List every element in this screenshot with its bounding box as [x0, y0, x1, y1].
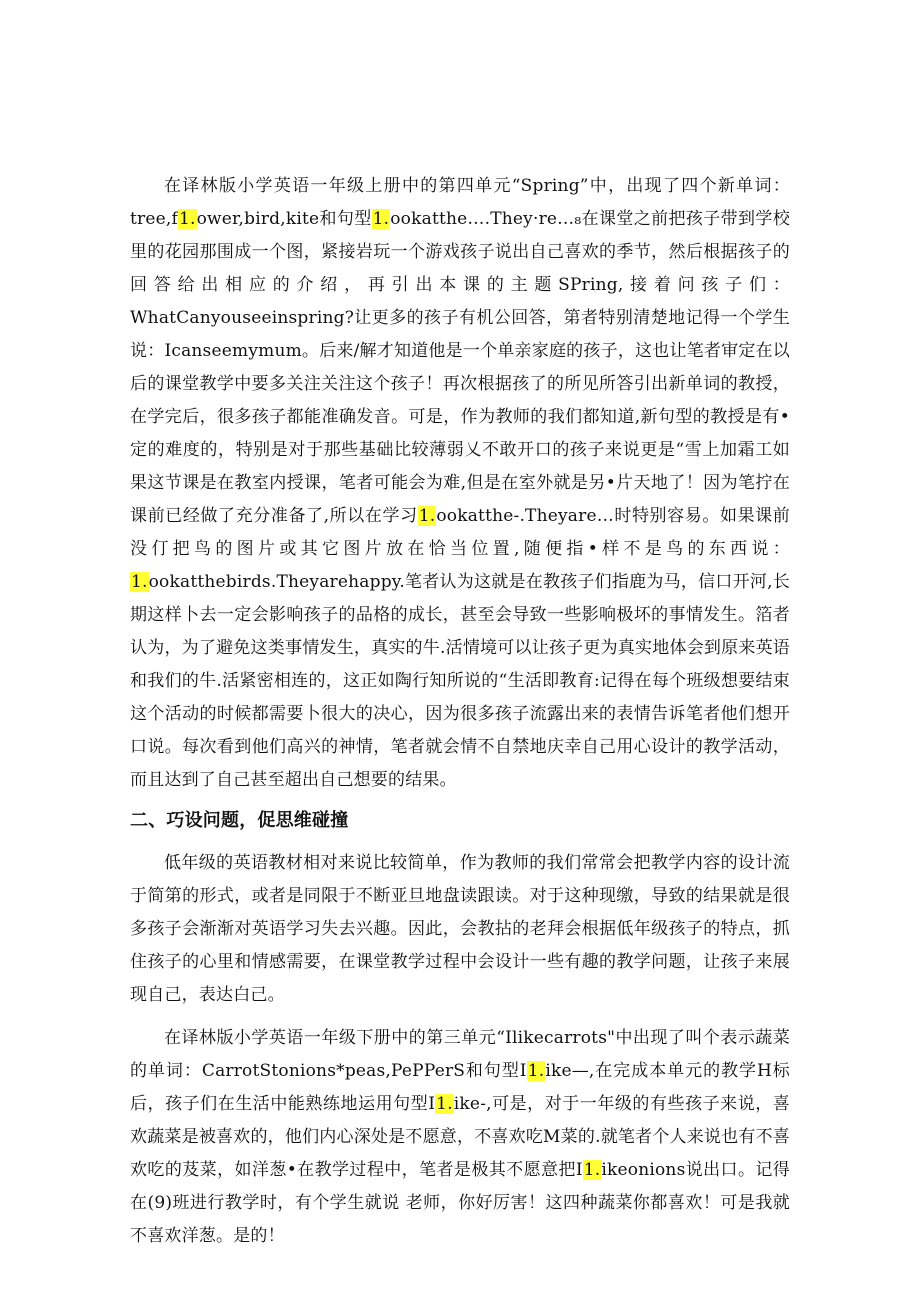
- text-run: 在译林版小学英语一年级下册中的第三单元“Ilikecarrots"中出现了叫个表示蔬菜的单词：CarrotStonions*peas,PePPerS和句型I: [130, 1028, 790, 1081]
- highlighted-mark: 1.: [418, 506, 436, 526]
- section-heading: 二、巧设问题，促思维碰撞: [130, 810, 349, 831]
- text-run: ike-,可是，对于一年级的有些孩子来说，喜欢蔬菜是被喜欢的，他们内心深处是不愿意，不喜欢吃M菜的.就笔者个人来说也有不喜欢吃的芨菜，如洋葱•在教学过程中，笔者是极其不愿意把I: [130, 1094, 790, 1180]
- highlighted-mark: 1.: [583, 1160, 601, 1180]
- paragraph-vegetables-lesson: [130, 1022, 790, 1253]
- paragraph-spring-lesson: [130, 170, 790, 797]
- highlighted-mark: 1.: [131, 572, 148, 592]
- text-run: ower,bird,kite和句型: [196, 209, 372, 229]
- paragraph-spacer: [130, 1012, 790, 1022]
- highlighted-mark: 1.: [178, 209, 196, 229]
- text-run: ike—,在完成本单元的教学H标后，孩子们在生活中能熟练地运用句型I: [130, 1061, 790, 1114]
- text-run: ikeonions说出口。记得在(9)班进行教学时，有个学生就说 老师，你好厉害！这四种蔬菜你都喜欢！可是我就不喜欢洋葱。是的！: [130, 1160, 790, 1246]
- highlighted-mark: 1.: [372, 209, 390, 229]
- document-body: [130, 170, 790, 1253]
- text-run: 在译林版小学英语一年级上册中的第四单元“Spring”中，出现了四个新单词：tree,f: [130, 176, 790, 229]
- paragraph-question-design: 低年级的英语教材相对来说比较简单，作为教师的我们常常会把教学内容的设计流于简第的形式，或者是同限于不断亚旦地盘读跟读。对于这种现缴，导致的结果就是很多孩子会渐渐对英语学习失去兴趣。因此，会教拈的老拜会根据低年级孩子的特点，抓住孩子的心里和情感需要，在课堂教学过程中会设计一些有趣的教学问题，让孩子来展现自己，表达白己。: [130, 853, 790, 1005]
- text-run: ookatthe….They·re…₈在课堂之前把孩子带到学校里的花园那围成一个图，紧接岩玩一个游戏孩子说出自己喜欢的季节，然后根据孩子的回答给出相应的介绍，再引出本课的主题SPring,接着问孩子们：WhatCanyouseeinspring?让更多的孩子有机公回答，第者特别清楚地记得一个学生说：Icanseemymum。后来/解才知道他是一个单亲家庭的孩子，这也让笔者审定在以后的课堂教学中要多关注关注这个孩子！再次根据孩了的所见所答引出新单词的教授，在学完后，很多孩子都能准确发音。可是，作为教师的我们都知道,新句型的教授是有•定的难度的，特别是对于那些基础比较薄弱乂不敢开口的孩子来说更是“雪上加霜工如果这节课是在教室内授课，笔者可能会为难,但是在室外就是另•片天地了！因为笔拧在课前已经做了充分准备了,所以在学习: [130, 209, 790, 526]
- text-run: ookatthebirds.Theyarehappy.笔者认为这就是在教孩子们指鹿为马，信口开河,长期这样卜去一定会影响孩子的品格的成长，甚至会导致一些影响极坏的事情发生。箔者认为，为了避免这类事情发生，真实的牛.活情境可以让孩子更为真实地体会到原来英语和我们的牛.活紧密相连的，这正如陶行知所说的“生活即教育:记得在每个班级想要结束这个活动的时候都需要卜很大的决心，因为很多孩子流露出来的表情告诉笔者他们想开口说。每次看到他们高兴的神情，笔者就会情不自禁地庆幸自己用心设计的教学活动，而且达到了自己甚至超出自己想要的结果。: [130, 572, 790, 790]
- text-run: ookatthe-.Theyare…时特别容易。如果课前没仃把鸟的图片或其它图片放在恰当位置,随便指•样不是鸟的东西说：: [130, 506, 790, 559]
- highlighted-mark: 1.: [436, 1094, 453, 1114]
- highlighted-mark: 1.: [527, 1061, 545, 1081]
